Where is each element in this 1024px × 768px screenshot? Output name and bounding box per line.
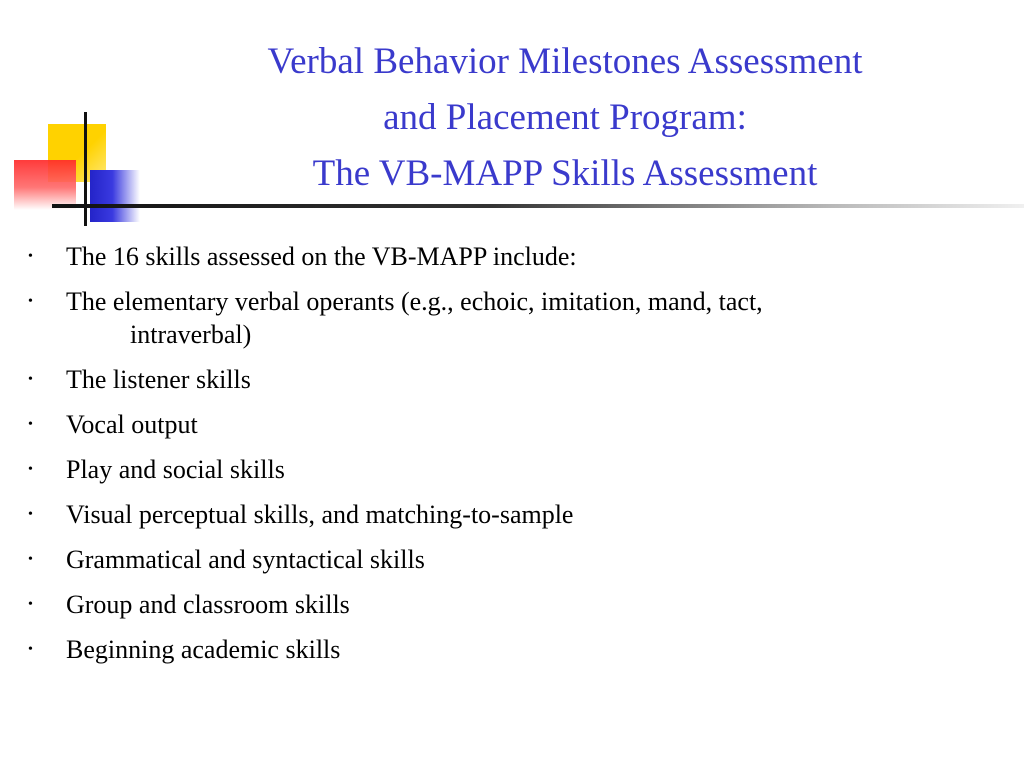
bullet-text: Grammatical and syntactical skills <box>66 545 425 574</box>
bullet-item <box>26 588 1006 621</box>
slide-title-line-2: and Placement Program: <box>383 97 747 138</box>
logo-yellow-square <box>48 124 106 182</box>
bullet-text: Play and social skills <box>66 455 285 484</box>
bullet-text: The elementary verbal operants (e.g., echoic, imitation, mand, tact, <box>66 287 763 316</box>
slide-title-line-3: The VB-MAPP Skills Assessment <box>312 153 818 194</box>
bullet-item <box>26 285 1006 351</box>
title-underline-rule <box>52 204 1024 208</box>
bullet-text: The listener skills <box>66 365 251 394</box>
bullet-text: The 16 skills assessed on the VB-MAPP include: <box>66 242 577 271</box>
bullet-item <box>26 240 1006 273</box>
bullet-item <box>26 453 1006 486</box>
bullet-list <box>26 240 1006 678</box>
slide-title <box>190 34 940 202</box>
bullet-dot-icon: • <box>28 552 33 567</box>
bullet-dot-icon: • <box>28 294 33 309</box>
bullet-text: Beginning academic skills <box>66 635 341 664</box>
bullet-dot-icon: • <box>28 249 33 264</box>
bullet-dot-icon: • <box>28 642 33 657</box>
bullet-item <box>26 408 1006 441</box>
logo-red-square <box>14 160 76 210</box>
bullet-dot-icon: • <box>28 597 33 612</box>
bullet-item <box>26 363 1006 396</box>
bullet-text: Visual perceptual skills, and matching-to-sample <box>66 500 574 529</box>
logo-vertical-rule <box>84 112 87 226</box>
bullet-item <box>26 633 1006 666</box>
bullet-text: Group and classroom skills <box>66 590 350 619</box>
slide-title-line-1: Verbal Behavior Milestones Assessment <box>267 41 863 82</box>
bullet-item <box>26 543 1006 576</box>
bullet-dot-icon: • <box>28 462 33 477</box>
bullet-item <box>26 498 1006 531</box>
bullet-dot-icon: • <box>28 507 33 522</box>
bullet-dot-icon: • <box>28 417 33 432</box>
bullet-text-continuation: intraverbal) <box>130 320 252 349</box>
logo-blue-square <box>90 170 140 222</box>
bullet-text: Vocal output <box>66 410 198 439</box>
bullet-dot-icon: • <box>28 372 33 387</box>
